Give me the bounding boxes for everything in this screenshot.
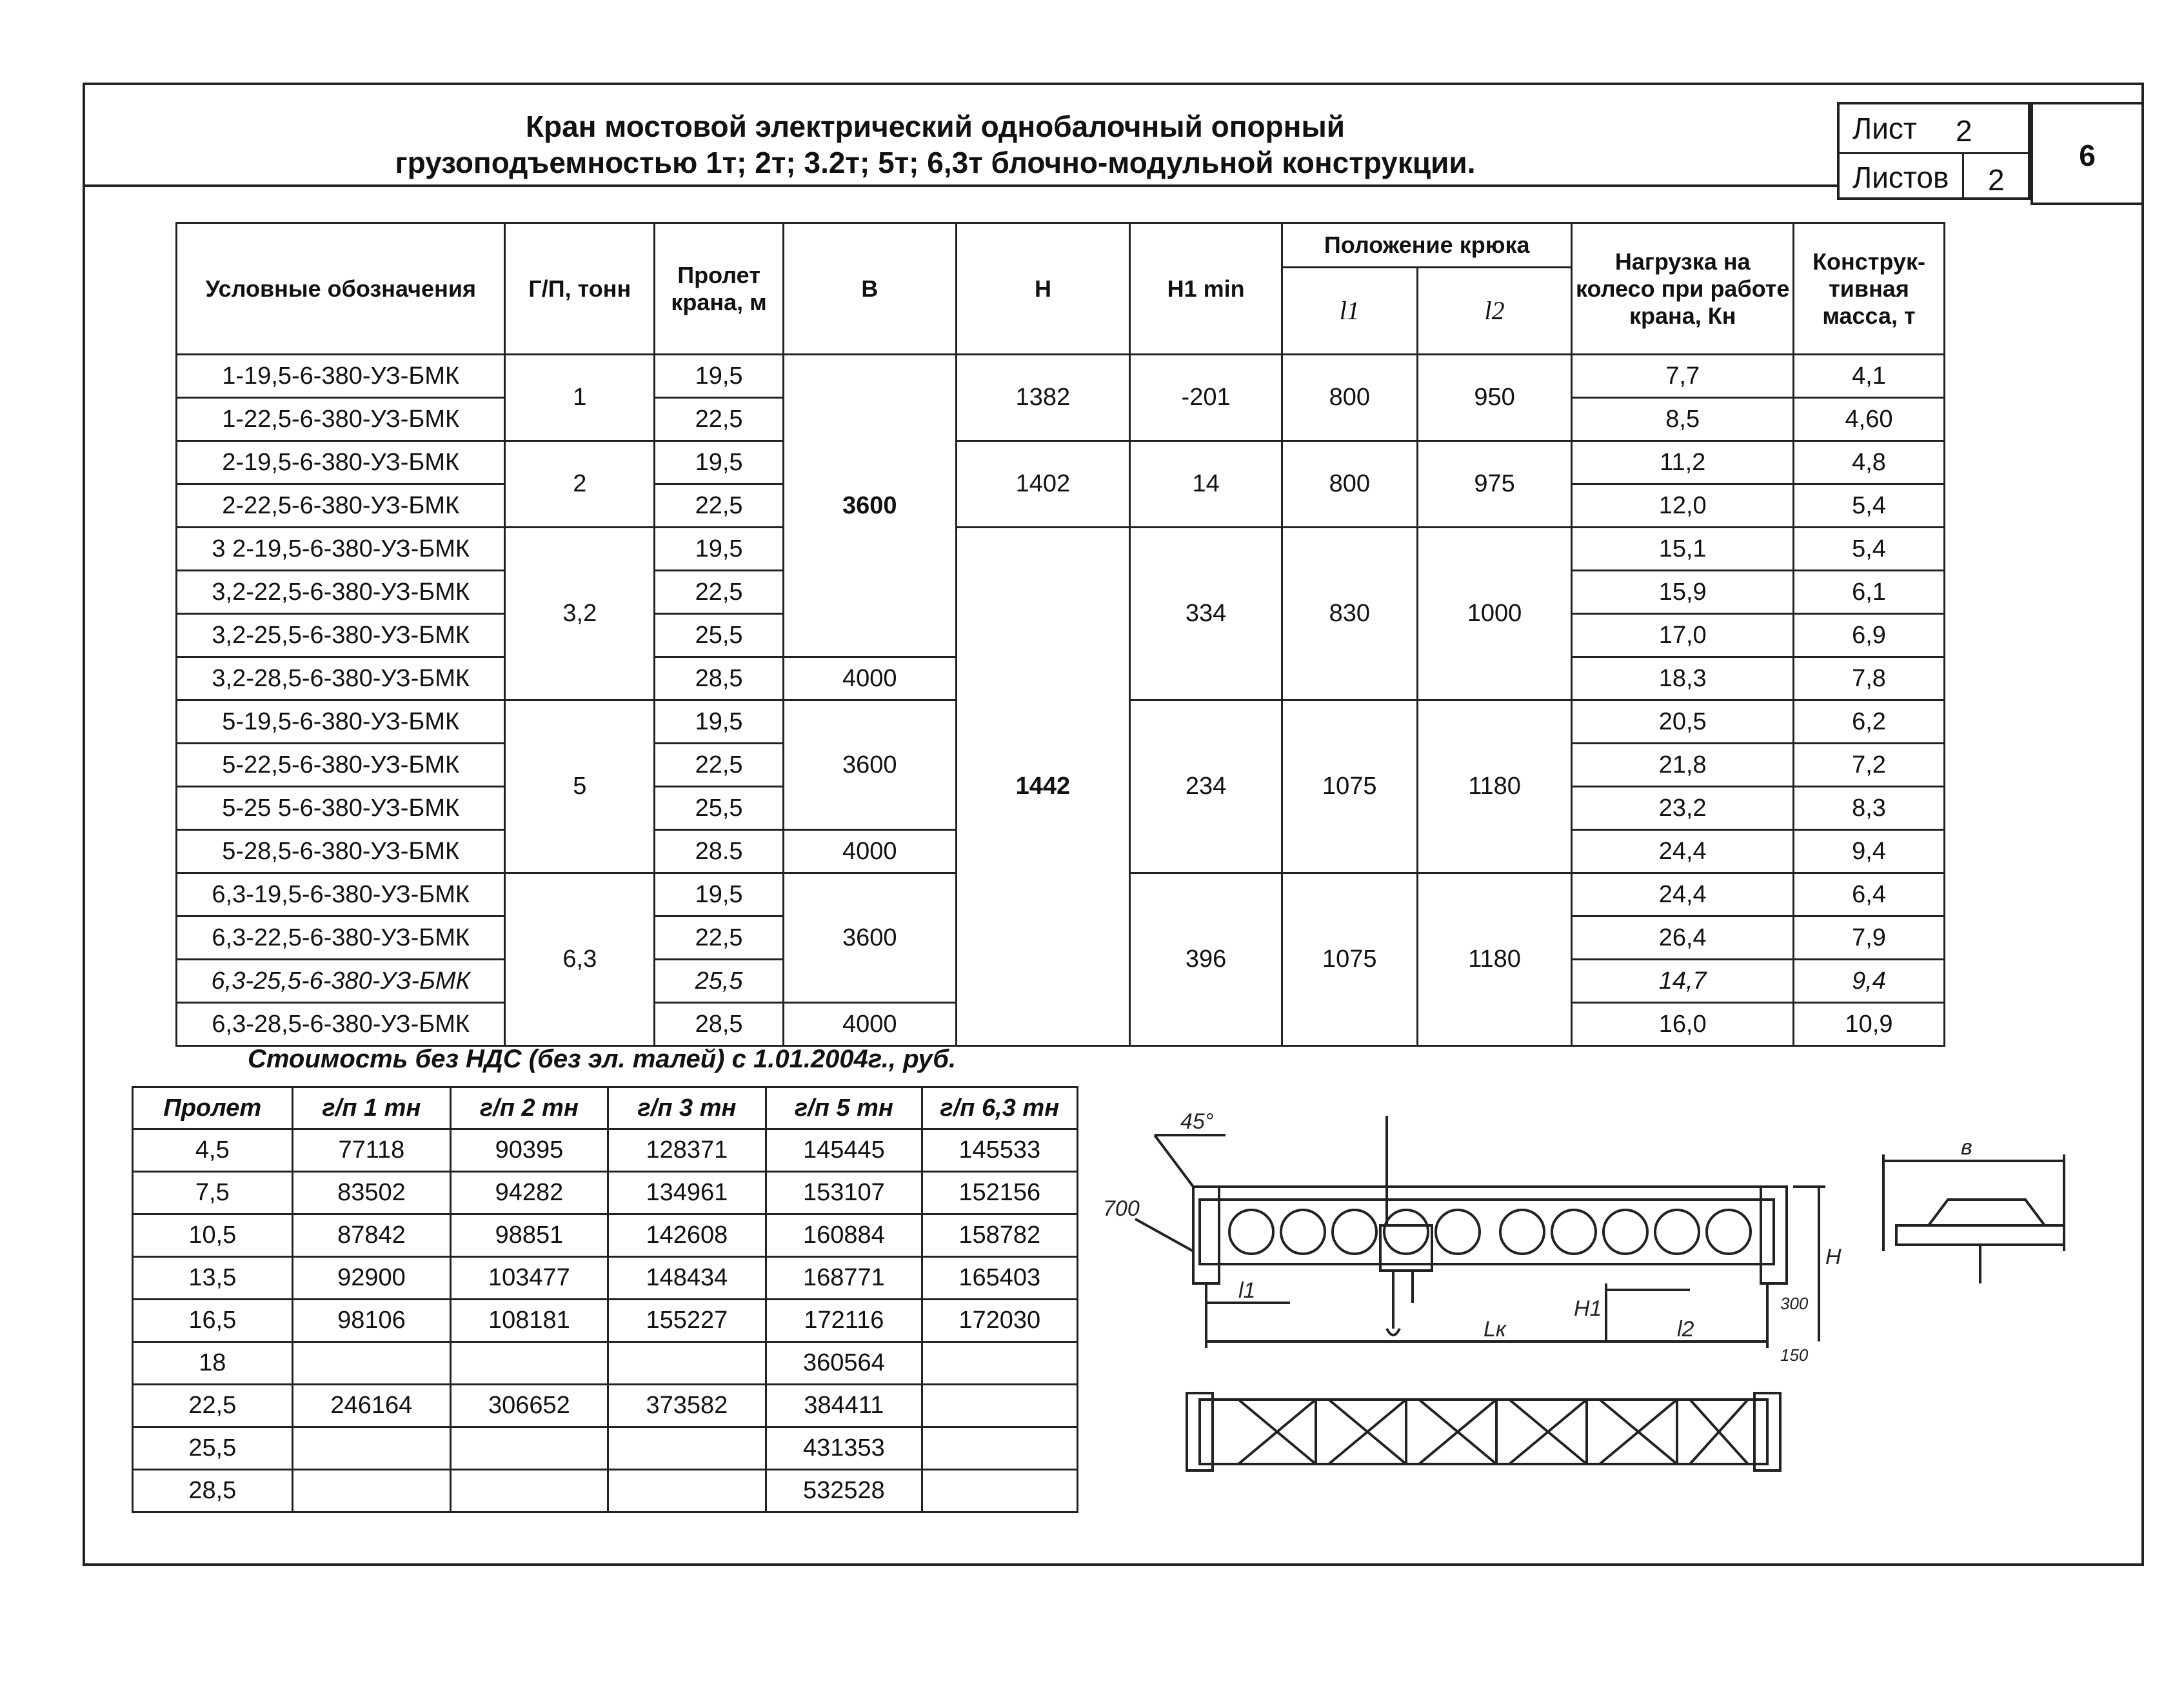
- capacity-cell: 6,3: [505, 873, 655, 1046]
- mass-cell: 6,9: [1794, 614, 1945, 657]
- cost-value-cell: [922, 1427, 1077, 1470]
- cost-value-cell: 142608: [608, 1214, 766, 1257]
- cost-row: [133, 1172, 1078, 1214]
- cost-value-cell: 152156: [922, 1172, 1077, 1214]
- cost-value-cell: [451, 1470, 608, 1512]
- h-cell: 1402: [956, 441, 1130, 528]
- span-cell: 25,5: [655, 614, 784, 657]
- cost-value-cell: 94282: [451, 1172, 608, 1214]
- sheet-divider: [1840, 152, 2028, 154]
- h1-cell: 234: [1130, 700, 1282, 873]
- mass-cell: 4,60: [1794, 398, 1945, 441]
- l2-cell: 1180: [1417, 873, 1572, 1046]
- cost-value-cell: [451, 1342, 608, 1385]
- side-view-base: [1896, 1225, 2064, 1245]
- cost-row: [133, 1214, 1078, 1257]
- header-hook: Положение крюка: [1282, 223, 1571, 268]
- load-cell: 16,0: [1572, 1003, 1794, 1046]
- mass-cell: 6,4: [1794, 873, 1945, 916]
- mass-cell: 9,4: [1794, 830, 1945, 873]
- load-cell: 24,4: [1572, 830, 1794, 873]
- cost-value-cell: 145445: [766, 1129, 922, 1172]
- mass-cell: 8,3: [1794, 787, 1945, 830]
- span-cell: 22,5: [655, 744, 784, 787]
- header-mass: Конструк-тивная масса, т: [1794, 223, 1945, 355]
- designation-cell: 1-19,5-6-380-УЗ-БМК: [177, 355, 505, 398]
- cost-value-cell: [608, 1427, 766, 1470]
- page-number: 6: [2079, 139, 2096, 172]
- angle-leader: [1155, 1135, 1193, 1187]
- sheet-value: 2: [1956, 114, 1972, 148]
- designation-cell: 3,2-22,5-6-380-УЗ-БМК: [177, 571, 505, 614]
- capacity-cell: 1: [505, 355, 655, 441]
- cost-value-cell: 172030: [922, 1300, 1077, 1342]
- capacity-cell: 2: [505, 441, 655, 528]
- sheets-value-box: [1962, 153, 1964, 200]
- cost-span-cell: 18: [133, 1342, 293, 1385]
- side-view-trolley: [1929, 1200, 2045, 1225]
- cost-value-cell: 148434: [608, 1257, 766, 1300]
- cost-value-cell: 373582: [608, 1385, 766, 1427]
- load-cell: 20,5: [1572, 700, 1794, 744]
- cost-value-cell: 431353: [766, 1427, 922, 1470]
- load-cell: 12,0: [1572, 484, 1794, 528]
- cost-value-cell: [292, 1342, 451, 1385]
- plan-view-bracing: [1238, 1400, 1748, 1464]
- table-row: [177, 441, 1945, 484]
- load-cell: 8,5: [1572, 398, 1794, 441]
- cost-value-cell: 532528: [766, 1470, 922, 1512]
- load-cell: 14,7: [1572, 960, 1794, 1003]
- cost-span-cell: 4,5: [133, 1129, 293, 1172]
- dim-150-label: 150: [1780, 1345, 1809, 1365]
- span-cell: 28.5: [655, 830, 784, 873]
- cost-value-cell: 160884: [766, 1214, 922, 1257]
- bridge-girder: [1200, 1200, 1774, 1264]
- load-cell: 7,7: [1572, 355, 1794, 398]
- cost-value-cell: 128371: [608, 1129, 766, 1172]
- designation-cell: 5-25 5-6-380-УЗ-БМК: [177, 787, 505, 830]
- span-cell: 25,5: [655, 960, 784, 1003]
- title-line-2: грузоподъемностью 1т; 2т; 3.2т; 5т; 6,3т блочно-модульной конструкции.: [395, 146, 1476, 179]
- b-label: в: [1961, 1135, 1972, 1160]
- cost-value-cell: [922, 1385, 1077, 1427]
- load-cell: 15,1: [1572, 528, 1794, 571]
- cost-value-cell: 360564: [766, 1342, 922, 1385]
- l1-label: l1: [1238, 1278, 1256, 1303]
- cost-value-cell: 87842: [292, 1214, 451, 1257]
- l1-cell: 800: [1282, 355, 1417, 441]
- header-h1: Н1 min: [1130, 223, 1282, 355]
- table-row: [177, 528, 1945, 571]
- span-cell: 22,5: [655, 571, 784, 614]
- cost-value-cell: 246164: [292, 1385, 451, 1427]
- cost-span-cell: 25,5: [133, 1427, 293, 1470]
- cost-row: [133, 1129, 1078, 1172]
- sheet-box: [1837, 102, 2030, 200]
- l1-cell: 800: [1282, 441, 1417, 528]
- cost-value-cell: 90395: [451, 1129, 608, 1172]
- b-cell: 3600: [784, 700, 957, 830]
- cost-row: [133, 1300, 1078, 1342]
- designation-cell: 6,3-19,5-6-380-УЗ-БМК: [177, 873, 505, 916]
- designation-cell: 5-28,5-6-380-УЗ-БМК: [177, 830, 505, 873]
- cost-value-cell: 134961: [608, 1172, 766, 1214]
- cost-header-cell: г/п 2 тн: [451, 1087, 608, 1129]
- cost-row: [133, 1257, 1078, 1300]
- designation-cell: 2-19,5-6-380-УЗ-БМК: [177, 441, 505, 484]
- cost-value-cell: 98851: [451, 1214, 608, 1257]
- load-cell: 26,4: [1572, 916, 1794, 960]
- span-cell: 22,5: [655, 916, 784, 960]
- cost-value-cell: 77118: [292, 1129, 451, 1172]
- l2-cell: 1000: [1417, 528, 1572, 700]
- cost-span-cell: 22,5: [133, 1385, 293, 1427]
- header-h: Н: [956, 223, 1130, 355]
- b-cell: 4000: [784, 1003, 957, 1046]
- designation-cell: 6,3-28,5-6-380-УЗ-БМК: [177, 1003, 505, 1046]
- cost-value-cell: 92900: [292, 1257, 451, 1300]
- header-designation: Условные обозначения: [177, 223, 505, 355]
- sheets-value: 2: [1988, 163, 2005, 197]
- mass-cell: 4,8: [1794, 441, 1945, 484]
- cost-value-cell: 98106: [292, 1300, 451, 1342]
- mass-cell: 4,1: [1794, 355, 1945, 398]
- h1-cell: 14: [1130, 441, 1282, 528]
- cost-value-cell: [292, 1470, 451, 1512]
- capacity-cell: 3,2: [505, 528, 655, 700]
- load-cell: 21,8: [1572, 744, 1794, 787]
- mass-cell: 7,2: [1794, 744, 1945, 787]
- cost-value-cell: 165403: [922, 1257, 1077, 1300]
- load-cell: 17,0: [1572, 614, 1794, 657]
- cost-row: [133, 1342, 1078, 1385]
- h-label: H: [1825, 1245, 1842, 1269]
- l1-cell: 830: [1282, 528, 1417, 700]
- designation-cell: 6,3-22,5-6-380-УЗ-БМК: [177, 916, 505, 960]
- span-cell: 19,5: [655, 441, 784, 484]
- cost-header-cell: г/п 5 тн: [766, 1087, 922, 1129]
- cost-row: [133, 1385, 1078, 1427]
- sheets-label: Листов: [1852, 161, 1949, 194]
- spec-table: [175, 222, 1945, 1047]
- mass-cell: 10,9: [1794, 1003, 1945, 1046]
- end-beam-left: [1193, 1187, 1219, 1283]
- cost-span-cell: 7,5: [133, 1172, 293, 1214]
- angle-label: 45°: [1180, 1109, 1214, 1134]
- span-cell: 22,5: [655, 398, 784, 441]
- header-load: Нагрузка на колесо при работе крана, Кн: [1572, 223, 1794, 355]
- h-cell: 1442: [956, 528, 1130, 1046]
- cost-value-cell: [922, 1342, 1077, 1385]
- cost-span-cell: 10,5: [133, 1214, 293, 1257]
- mass-cell: 6,2: [1794, 700, 1945, 744]
- load-cell: 15,9: [1572, 571, 1794, 614]
- cost-value-cell: 172116: [766, 1300, 922, 1342]
- cost-value-cell: 83502: [292, 1172, 451, 1214]
- mass-cell: 6,1: [1794, 571, 1945, 614]
- h1-cell: 334: [1130, 528, 1282, 700]
- mass-cell: 5,4: [1794, 528, 1945, 571]
- cost-span-cell: 28,5: [133, 1470, 293, 1512]
- page-number-box: [2030, 102, 2144, 205]
- l2-cell: 950: [1417, 355, 1572, 441]
- cost-row: [133, 1470, 1078, 1512]
- cost-value-cell: 108181: [451, 1300, 608, 1342]
- cost-value-cell: 158782: [922, 1214, 1077, 1257]
- cost-value-cell: [922, 1470, 1077, 1512]
- span-cell: 25,5: [655, 787, 784, 830]
- load-cell: 24,4: [1572, 873, 1794, 916]
- cost-span-cell: 13,5: [133, 1257, 293, 1300]
- cost-value-cell: 153107: [766, 1172, 922, 1214]
- crane-drawing: [1097, 1096, 2103, 1561]
- b-cell: 4000: [784, 830, 957, 873]
- hook-icon: [1387, 1329, 1400, 1335]
- capacity-cell: 5: [505, 700, 655, 873]
- span-cell: 28,5: [655, 1003, 784, 1046]
- girder-lattice: [1229, 1210, 1751, 1254]
- cost-header-cell: г/п 6,3 тн: [922, 1087, 1077, 1129]
- dim-700-label: 700: [1103, 1196, 1140, 1221]
- cost-table: [132, 1086, 1078, 1513]
- span-cell: 19,5: [655, 700, 784, 744]
- span-cell: 19,5: [655, 528, 784, 571]
- cost-header-cell: г/п 1 тн: [292, 1087, 451, 1129]
- page-title: [194, 108, 1677, 181]
- mass-cell: 7,8: [1794, 657, 1945, 700]
- designation-cell: 5-19,5-6-380-УЗ-БМК: [177, 700, 505, 744]
- header-row-1: [177, 223, 1945, 268]
- cost-value-cell: [292, 1427, 451, 1470]
- cost-value-cell: 384411: [766, 1385, 922, 1427]
- cost-value-cell: 155227: [608, 1300, 766, 1342]
- span-cell: 19,5: [655, 355, 784, 398]
- header-l2: l2: [1417, 268, 1572, 355]
- sheet-label: Лист: [1852, 112, 1917, 145]
- cost-value-cell: 145533: [922, 1129, 1077, 1172]
- b-cell: 3600: [784, 355, 957, 657]
- b-cell: 3600: [784, 873, 957, 1003]
- cost-value-cell: 103477: [451, 1257, 608, 1300]
- span-cell: 22,5: [655, 484, 784, 528]
- cost-header-row: [133, 1087, 1078, 1129]
- designation-cell: 3,2-25,5-6-380-УЗ-БМК: [177, 614, 505, 657]
- cost-value-cell: [608, 1470, 766, 1512]
- l2-label: l2: [1677, 1317, 1694, 1342]
- l2-cell: 1180: [1417, 700, 1572, 873]
- designation-cell: 6,3-25,5-6-380-УЗ-БМК: [177, 960, 505, 1003]
- mass-cell: 7,9: [1794, 916, 1945, 960]
- l2-cell: 975: [1417, 441, 1572, 528]
- designation-cell: 3 2-19,5-6-380-УЗ-БМК: [177, 528, 505, 571]
- h-cell: 1382: [956, 355, 1130, 441]
- designation-cell: 5-22,5-6-380-УЗ-БМК: [177, 744, 505, 787]
- load-cell: 18,3: [1572, 657, 1794, 700]
- header-l1: l1: [1282, 268, 1417, 355]
- cost-value-cell: [608, 1342, 766, 1385]
- designation-cell: 3,2-28,5-6-380-УЗ-БМК: [177, 657, 505, 700]
- header-capacity: Г/П, тонн: [505, 223, 655, 355]
- mass-cell: 5,4: [1794, 484, 1945, 528]
- cost-header-cell: Пролет: [133, 1087, 293, 1129]
- cost-value-cell: 168771: [766, 1257, 922, 1300]
- load-cell: 11,2: [1572, 441, 1794, 484]
- load-cell: 23,2: [1572, 787, 1794, 830]
- title-line-1: Кран мостовой электрический однобалочный опорный: [525, 110, 1345, 143]
- cost-caption: Стоимость без НДС (без эл. талей) с 1.01.2004г., руб.: [248, 1045, 957, 1073]
- cost-value-cell: 306652: [451, 1385, 608, 1427]
- dim-700-leader: [1135, 1219, 1193, 1251]
- h1-cell: -201: [1130, 355, 1282, 441]
- l1-cell: 1075: [1282, 700, 1417, 873]
- mass-cell: 9,4: [1794, 960, 1945, 1003]
- cost-span-cell: 16,5: [133, 1300, 293, 1342]
- cost-header-cell: г/п 3 тн: [608, 1087, 766, 1129]
- h1-label: H1: [1574, 1296, 1602, 1321]
- table-row: [177, 355, 1945, 398]
- span-cell: 28,5: [655, 657, 784, 700]
- header-b: В: [784, 223, 957, 355]
- l1-cell: 1075: [1282, 873, 1417, 1046]
- lk-label: Lк: [1484, 1317, 1506, 1342]
- title-divider: [83, 184, 1837, 187]
- span-cell: 19,5: [655, 873, 784, 916]
- cost-row: [133, 1427, 1078, 1470]
- cost-value-cell: [451, 1427, 608, 1470]
- designation-cell: 2-22,5-6-380-УЗ-БМК: [177, 484, 505, 528]
- designation-cell: 1-22,5-6-380-УЗ-БМК: [177, 398, 505, 441]
- h1-cell: 396: [1130, 873, 1282, 1046]
- b-cell: 4000: [784, 657, 957, 700]
- dim-300-label: 300: [1780, 1294, 1809, 1313]
- header-span: Пролет крана, м: [655, 223, 784, 355]
